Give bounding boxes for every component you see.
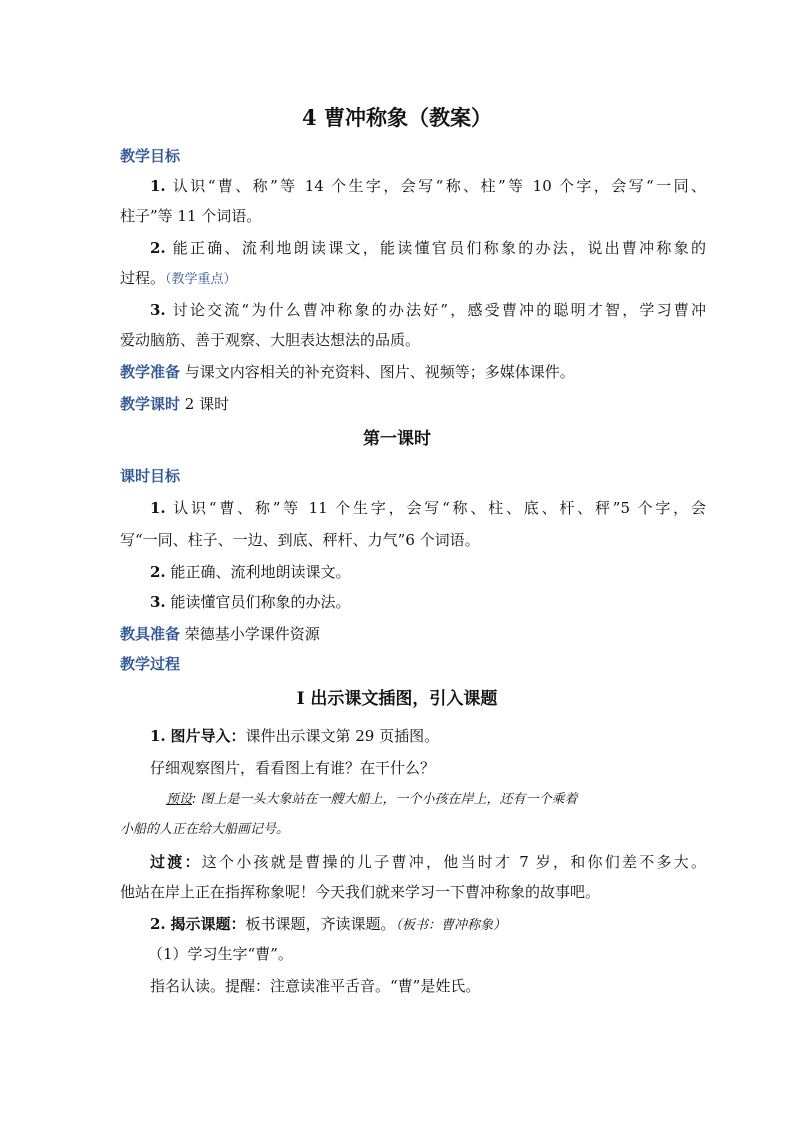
step-1-num: 1. <box>150 727 166 745</box>
prep-text: 与课文内容相关的补充资料、图片、视频等；多媒体课件。 <box>184 363 575 381</box>
lesson1-goal-2-num: 2. <box>150 563 166 581</box>
transition-text-1: 这个小孩就是曹操的儿子曹冲，他当时才 7 岁，和你们差不多大。 <box>201 853 706 871</box>
transition-line-1 <box>120 852 706 872</box>
prep-line <box>120 362 676 382</box>
lesson1-goal-2-text: 能正确、流利地朗读课文。 <box>170 563 351 581</box>
process-heading: 教学过程 <box>120 655 181 673</box>
goal-3-text-1: 讨论交流“为什么曹冲称象的办法好”，感受曹冲的聪明才智，学习曹冲 <box>172 301 706 319</box>
goal-1-line-1 <box>120 176 706 196</box>
lesson1-goal-1-text-1: 认识“曹、称”等 11 个生字，会写“称、柱、底、杆、秤”5 个字，会 <box>173 499 706 517</box>
step-2-label: 揭示课题： <box>170 915 246 933</box>
board-note: （板书：曹冲称象） <box>395 918 506 933</box>
step-2-text: 板书课题，齐读课题。 <box>245 915 396 933</box>
lesson1-goal-3-num: 3. <box>150 593 166 611</box>
hours-label: 教学课时 <box>120 395 181 413</box>
step-1-line <box>120 726 706 746</box>
transition-label: 过渡： <box>150 853 202 871</box>
hours-text: 2 课时 <box>184 395 230 413</box>
goal-3-num: 3. <box>150 301 166 319</box>
tools-text: 荣德基小学课件资源 <box>184 625 320 643</box>
lesson1-goal-2 <box>120 562 706 582</box>
transition-line-2: 他站在岸上正在指挥称象呢！今天我们就来学习一下曹冲称象的故事吧。 <box>120 883 601 901</box>
goals-heading: 教学目标 <box>120 147 181 165</box>
step-1-text: 课件出示课文第 29 页插图。 <box>245 727 440 745</box>
goal-2-line-1 <box>120 238 706 258</box>
lesson1-goal-1-line-1 <box>120 498 706 518</box>
goal-1-line-2: 柱子”等 11 个词语。 <box>120 207 262 225</box>
key-point-note: （教学重点） <box>165 272 237 287</box>
page-title: 4 曹冲称象（教案） <box>302 105 492 130</box>
goal-1-text-1: 认识“曹、称”等 14 个生字，会写“称、柱”等 10 个字，会写“一同、 <box>172 177 706 195</box>
lesson1-goals-heading: 课时目标 <box>120 467 181 485</box>
goal-2-line-2 <box>120 268 676 290</box>
section-1-title: Ⅰ 出示课文插图，引入课题 <box>296 689 498 709</box>
hours-line <box>120 394 676 414</box>
step-1-label: 图片导入： <box>170 727 246 745</box>
goal-1-num: 1. <box>150 177 166 195</box>
preset-text-1: : 图上是一头大象站在一艘大船上，一个小孩在岸上，还有一个乘着 <box>192 792 578 807</box>
tools-label: 教具准备 <box>120 625 181 643</box>
lesson1-goal-3-text: 能读懂官员们称象的办法。 <box>170 593 351 611</box>
preset-line-1 <box>120 790 722 810</box>
preset-label: 预设 <box>166 792 193 807</box>
step-2-num: 2. <box>150 915 166 933</box>
lesson1-title: 第一课时 <box>363 429 431 449</box>
sub-step-1-text: 指名认读。提醒：注意读准平舌音。“曹”是姓氏。 <box>150 977 481 995</box>
sub-step-1: （1）学习生字“曹”。 <box>148 945 293 963</box>
prep-label: 教学准备 <box>120 363 181 381</box>
preset-line-2: 小船的人正在给大船画记号。 <box>120 822 290 837</box>
goal-2-text-2: 过程。 <box>120 269 166 287</box>
lesson1-goal-1-line-2: 写“一同、柱子、一边、到底、秤杆、力气”6 个词语。 <box>120 531 480 549</box>
goal-3-line-2: 爱动脑筋、善于观察、大胆表达想法的品质。 <box>120 331 421 349</box>
step-2-line <box>120 914 706 936</box>
goal-2-text-1: 能正确、流利地朗读课文，能读懂官员们称象的办法，说出曹冲称象的 <box>172 239 706 257</box>
tools-line <box>120 624 676 644</box>
lesson1-goal-1-num: 1. <box>150 499 166 517</box>
goal-2-num: 2. <box>150 239 166 257</box>
goal-3-line-1 <box>120 300 706 320</box>
step-1-question: 仔细观察图片，看看图上有谁？在干什么？ <box>150 759 436 777</box>
lesson1-goal-3 <box>120 592 706 612</box>
